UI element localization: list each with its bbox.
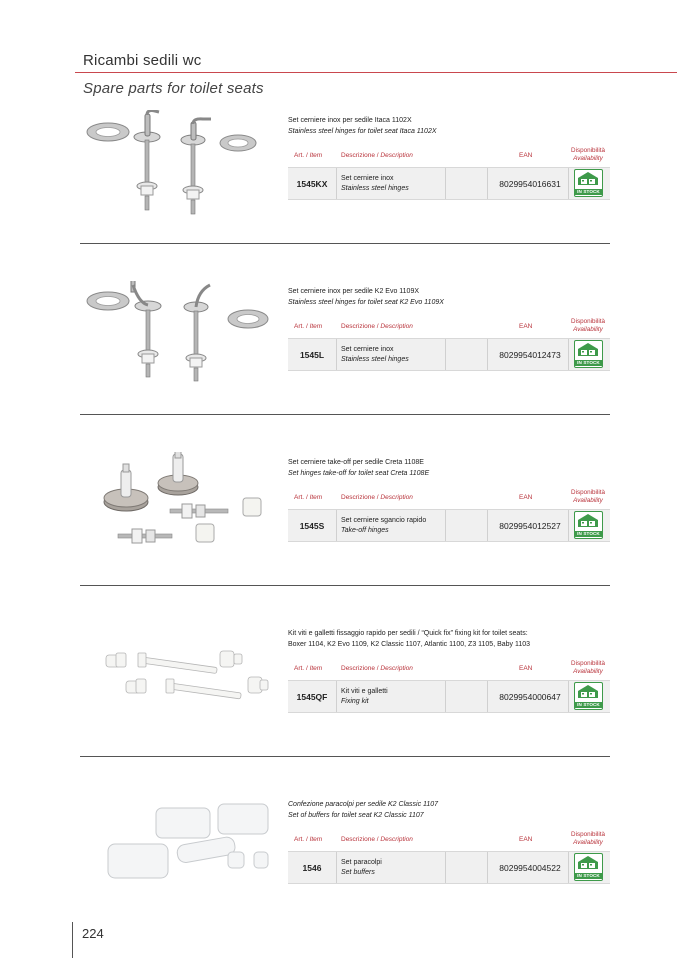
warehouse-icon xyxy=(577,513,599,528)
col-head-art: Art. / Item xyxy=(294,665,323,672)
section-divider xyxy=(80,243,610,244)
col-head-ean: EAN xyxy=(519,152,533,159)
col-head-art: Art. / Item xyxy=(294,323,323,330)
buffers-image xyxy=(78,794,278,904)
item-description-en: Stainless steel hinges xyxy=(341,356,409,363)
item-code: 1546 xyxy=(302,863,322,873)
item-description-it: Set cerniere inox xyxy=(341,346,394,353)
warehouse-icon xyxy=(577,684,599,699)
in-stock-badge: IN STOCK xyxy=(574,682,603,710)
warehouse-icon xyxy=(577,171,599,186)
item-ean: 8029954012527 xyxy=(499,521,561,531)
item-ean: 8029954000647 xyxy=(499,692,561,702)
product-title-en: Stainless steel hinges for toilet seat K2 Evo 1109X xyxy=(288,299,444,306)
product-title-it: Set cerniere inox per sedile K2 Evo 1109X xyxy=(288,288,420,295)
item-ean: 8029954004522 xyxy=(499,863,561,873)
item-ean: 8029954012473 xyxy=(499,350,561,360)
header-rule xyxy=(75,72,677,73)
product-title-it: Set cerniere inox per sedile Itaca 1102X xyxy=(288,117,412,124)
warehouse-icon xyxy=(577,342,599,357)
item-code: 1545QF xyxy=(296,692,328,702)
product-title-it: Confezione paracolpi per sedile K2 Classic 1107 xyxy=(288,801,439,808)
item-code: 1545S xyxy=(299,521,325,531)
item-code: 1545L xyxy=(299,350,325,360)
item-code: 1545KX xyxy=(296,179,328,189)
col-head-availability: Disponibilità Availability xyxy=(571,660,605,675)
take-off-hinges-image xyxy=(78,452,278,562)
col-head-availability: Disponibilità Availability xyxy=(571,489,605,504)
footer-rule xyxy=(72,922,73,958)
stainless-hinges-image xyxy=(78,110,278,220)
col-head-availability: Disponibilità Availability xyxy=(571,147,605,162)
col-head-desc: Descrizione / Description xyxy=(341,152,413,159)
product-title: Kit viti e galletti fissaggio rapido per sedili / “Quick fix” fixing kit for toilet seats: Boxer 1104, K2 Evo 1109, K2 Classic 1107, Atlantic 1100, Z3 1105, Baby 1103 xyxy=(288,630,531,648)
item-description-it: Set cerniere inox xyxy=(341,175,394,182)
warehouse-icon xyxy=(577,855,599,870)
product-1545kx xyxy=(0,110,677,280)
in-stock-badge: IN STOCK xyxy=(574,853,603,881)
item-ean: 8029954016631 xyxy=(499,179,561,189)
product-row xyxy=(288,680,610,713)
section-divider xyxy=(80,756,610,757)
item-description-en: Set buffers xyxy=(341,869,375,876)
product-1545qf xyxy=(0,623,677,793)
product-row xyxy=(288,509,610,542)
col-head-ean: EAN xyxy=(519,494,533,501)
col-head-desc: Descrizione / Description xyxy=(341,665,413,672)
item-description-en: Stainless steel hinges xyxy=(341,185,409,192)
product-title-en: Set hinges take-off for toilet seat Creta 1108E xyxy=(288,470,430,477)
item-description-it: Set paracolpi xyxy=(341,859,382,866)
page-header-title: Ricambi sedili wc xyxy=(83,52,202,69)
stainless-hinges-image xyxy=(78,281,278,391)
section-divider xyxy=(80,414,610,415)
product-title-en: Set of buffers for toilet seat K2 Classic 1107 xyxy=(288,812,424,819)
page-number: 224 xyxy=(82,926,104,941)
product-title-it: Set cerniere take-off per sedile Creta 1108E xyxy=(288,459,424,466)
item-description-en: Fixing kit xyxy=(341,698,369,705)
col-head-art: Art. / Item xyxy=(294,152,323,159)
page-header-subtitle: Spare parts for toilet seats xyxy=(83,80,264,97)
in-stock-badge: IN STOCK xyxy=(574,169,603,197)
item-description-it: Kit viti e galletti xyxy=(341,688,388,695)
col-head-availability: Disponibilità Availability xyxy=(571,318,605,333)
col-head-art: Art. / Item xyxy=(294,836,323,843)
col-head-availability: Disponibilità Availability xyxy=(571,831,605,846)
product-row xyxy=(288,167,610,200)
in-stock-badge: IN STOCK xyxy=(574,511,603,539)
col-head-art: Art. / Item xyxy=(294,494,323,501)
fixing-kit-image xyxy=(78,623,278,733)
item-description-it: Set cerniere sgancio rapido xyxy=(341,517,427,524)
product-1545s xyxy=(0,452,677,622)
col-head-desc: Descrizione / Description xyxy=(341,323,413,330)
in-stock-badge: IN STOCK xyxy=(574,340,603,368)
section-divider xyxy=(80,585,610,586)
col-head-ean: EAN xyxy=(519,323,533,330)
product-row xyxy=(288,851,610,884)
product-1545l xyxy=(0,281,677,451)
col-head-desc: Descrizione / Description xyxy=(341,494,413,501)
col-head-ean: EAN xyxy=(519,836,533,843)
product-title-en: Stainless steel hinges for toilet seat Itaca 1102X xyxy=(288,128,437,135)
item-description-en: Take-off hinges xyxy=(341,527,389,534)
col-head-desc: Descrizione / Description xyxy=(341,836,413,843)
col-head-ean: EAN xyxy=(519,665,533,672)
product-row xyxy=(288,338,610,371)
